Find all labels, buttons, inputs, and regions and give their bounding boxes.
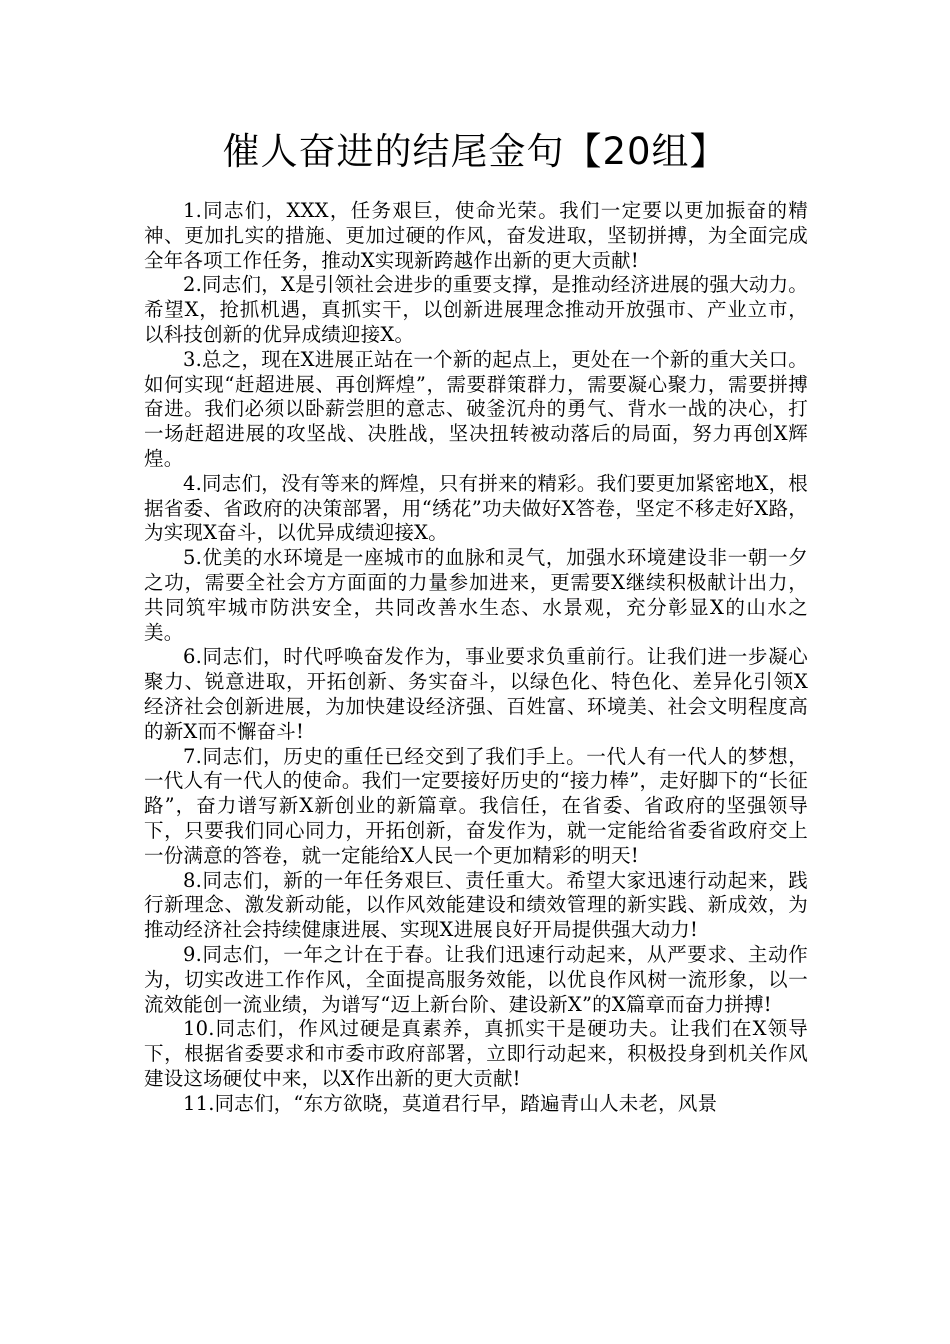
- document-body: [144, 199, 808, 1116]
- paragraph-10: 10.同志们，作风过硬是真素养，真抓实干是硬功夫。让我们在X领导下，根据省委要求和市委市政府部署，立即行动起来，积极投身到机关作风建设这场硬仗中来，以X作出新的更大贡献!: [144, 1017, 808, 1090]
- paragraph-6: 6.同志们，时代呼唤奋发作为，事业要求负重前行。让我们进一步凝心聚力、锐意进取，开拓创新、务实奋斗，以绿色化、特色化、差异化引领X经济社会创新进展，为加快建设经济强、百姓富、环境美、社会文明程度高的新X而不懈奋斗!: [144, 645, 808, 743]
- paragraph-3: 3.总之，现在X进展正站在一个新的起点上，更处在一个新的重大关口。如何实现“赶超进展、再创辉煌”，需要群策群力，需要凝心聚力，需要拼搏奋进。我们必须以卧薪尝胆的意志、破釜沉舟的勇气、背水一战的决心，打一场赶超进展的攻坚战、决胜战，坚决扭转被动落后的局面，努力再创X辉煌。: [144, 347, 808, 470]
- paragraph-8: 8.同志们，新的一年任务艰巨、责任重大。希望大家迅速行动起来，践行新理念、激发新动能，以作风效能建设和绩效管理的新实践、新成效，为推动经济社会持续健康进展、实现X进展良好开局提供强大动力!: [144, 868, 808, 942]
- paragraph-2: 2.同志们，X是引领社会进步的重要支撑，是推动经济进展的强大动力。希望X，抢抓机遇，真抓实干，以创新进展理念推动开放强市、产业立市，以科技创新的优异成绩迎接X。: [144, 273, 808, 346]
- paragraph-5: 5.优美的水环境是一座城市的血脉和灵气，加强水环境建设非一朝一夕之功，需要全社会方方面面的力量参加进来，更需要X继续积极献计出力，共同筑牢城市防洪安全，共同改善水生态、水景观，充分彰显X的山水之美。: [144, 546, 808, 644]
- paragraph-11: 11.同志们，“东方欲晓，莫道君行早，踏遍青山人未老，风景: [183, 1091, 718, 1115]
- paragraph-1: 1.同志们，XXX，任务艰巨，使命光荣。我们一定要以更加振奋的精神、更加扎实的措施、更加过硬的作风，奋发进取，坚韧拼搏，为全面完成全年各项工作任务，推动X实现新跨越作出新的更大贡献!: [144, 199, 808, 272]
- paragraph-9: 9.同志们，一年之计在于春。让我们迅速行动起来，从严要求、主动作为，切实改进工作作风，全面提高服务效能，以优良作风树一流形象，以一流效能创一流业绩，为谱写“迈上新台阶、建设新X”的X篇章而奋力拼搏!: [144, 942, 808, 1016]
- paragraph-4: 4.同志们，没有等来的辉煌，只有拼来的精彩。我们要更加紧密地X，根据省委、省政府的决策部署，用“绣花”功夫做好X答卷，坚定不移走好X路，为实现X奋斗，以优异成绩迎接X。: [144, 471, 808, 545]
- document-title: 催人奋进的结尾金句【20组】: [222, 130, 728, 173]
- paragraph-7: 7.同志们，历史的重任已经交到了我们手上。一代人有一代人的梦想，一代人有一代人的使命。我们一定要接好历史的“接力棒”，走好脚下的“长征路”，奋力谱写新X新创业的新篇章。我信任，在省委、省政府的坚强领导下，只要我们同心同力，开拓创新，奋发作为，就一定能给省委省政府交上一份满意的答卷，就一定能给X人民一个更加精彩的明天!: [144, 744, 808, 867]
